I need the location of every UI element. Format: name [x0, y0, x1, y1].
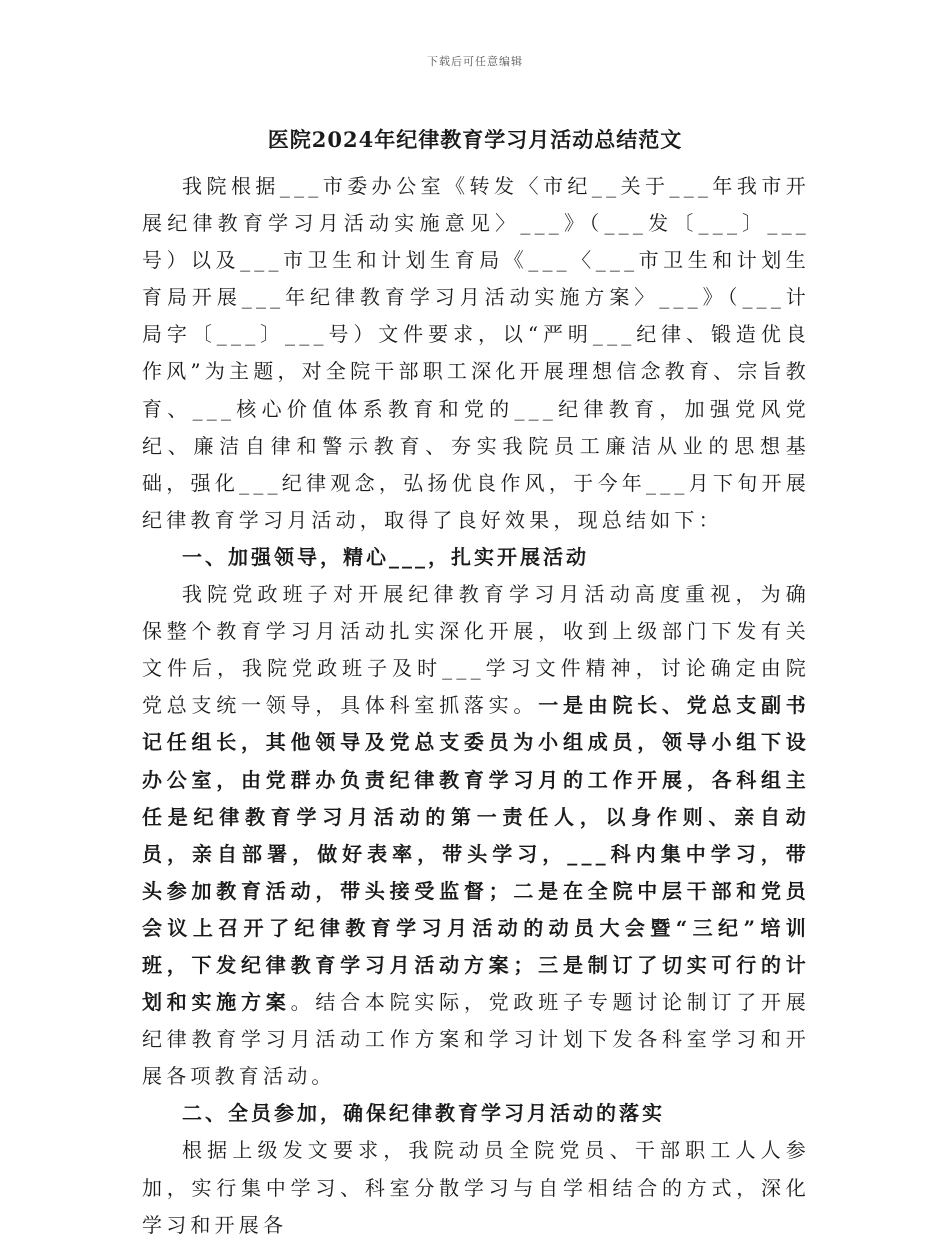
paragraph-leadership: [142, 576, 810, 1095]
document-body: [142, 168, 810, 1244]
section-heading-2: 二、全员参加，确保纪律教育学习月活动的落实: [182, 1101, 665, 1126]
document-title: 医院2024年纪律教育学习月活动总结范文: [267, 127, 683, 152]
section-heading-1: 一、加强领导，精心___，扎实开展活动: [182, 544, 589, 569]
paragraph-leadership-bold: 一是由院长、党总支副书记任组长，其他领导及党总支委员为小组成员，领导小组下设办公室，由党群办负责纪律教育学习月的工作开展，各科组主任是纪律教育学习月活动的第一责任人，以身作则、亲自动员，亲自部署，做好表率，带头学习，___科内集中学习，带头参加教育活动，带头接受监督；二是在全院中层干部和党员会议上召开了纪律教育学习月活动的动员大会暨“三纪”培训班，下发纪律教育学习月活动方案；三是制订了切实可行的计划和实施方案: [142, 693, 811, 1015]
paragraph-leadership-tail: 。结合本院实际，党政班子专题讨论制订了开展纪律教育学习月活动工作方案和学习计划下发各科室学习和开展各项教育活动。: [142, 990, 811, 1089]
header-note: 下载后可任意编辑: [427, 55, 523, 68]
paragraph-intro: 我院根据___市委办公室《转发〈市纪__关于___年我市开展纪律教育学习月活动实施意见〉___》（___发〔___〕___号）以及___市卫生和计划生育局《___〈___市卫生和计划生育局开展___年纪律教育学习月活动实施方案〉___》（___计局字〔___〕___号）文件要求，以“严明___纪律、锻造优良作风”为主题，对全院干部职工深化开展理想信念教育、宗旨教育、___核心价值体系教育和党的___纪律教育，加强党风党纪、廉洁自律和警示教育、夯实我院员工廉洁从业的思想基础，强化___纪律观念，弘扬优良作风，于今年___月下旬开展纪律教育学习月活动，取得了良好效果，现总结如下：: [142, 174, 810, 532]
paragraph-participation: 根据上级发文要求，我院动员全院党员、干部职工人人参加，实行集中学习、科室分散学习与自学相结合的方式，深化学习和开展各: [142, 1138, 810, 1237]
paragraph-leadership-intro: 我院党政班子对开展纪律教育学习月活动高度重视，为确保整个教育学习月活动扎实深化开展，收到上级部门下发有关文件后，我院党政班子及时___学习文件精神，讨论确定由院党总支统一领导，具体科室抓落实。: [142, 582, 810, 718]
